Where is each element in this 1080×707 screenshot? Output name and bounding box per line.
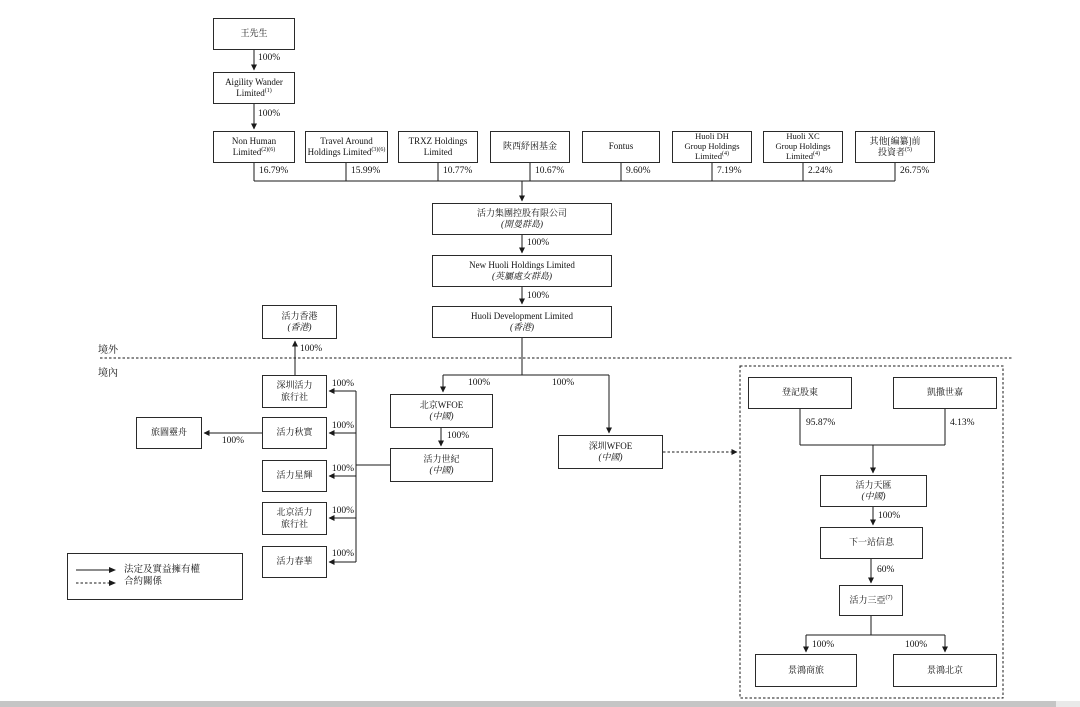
entity-label: Group Holdings — [684, 141, 740, 152]
pct-label: 10.77% — [443, 166, 473, 176]
pct-label: 100% — [258, 53, 281, 63]
footnote-ref: (2)(6) — [261, 147, 276, 153]
pct-label: 100% — [331, 379, 354, 389]
pct-label: 9.60% — [626, 166, 651, 176]
entity-label: Limited — [423, 147, 453, 157]
entity-jurisdiction: (中國) — [429, 411, 454, 421]
footnote-ref: (7) — [885, 594, 893, 601]
entity-label: 活力世紀 — [423, 453, 460, 464]
entity-beijing-wfoe — [390, 394, 493, 428]
entity-huoli-sanya — [839, 585, 903, 616]
entity-jurisdiction: (英屬處女群島) — [492, 271, 552, 281]
pct-label: 100% — [447, 431, 470, 441]
entity-shenzhen-wfoe — [558, 435, 663, 469]
pct-label: 100% — [527, 291, 550, 301]
entity-label: Holdings Limited — [307, 147, 372, 157]
entity-jinghong-beijing — [893, 654, 997, 687]
pct-label: 15.99% — [351, 166, 381, 176]
pct-label: 100% — [905, 640, 928, 650]
pct-label: 100% — [331, 506, 354, 516]
pct-label: 10.67% — [535, 166, 565, 176]
entity-label: 北京WFOE — [419, 399, 464, 410]
footnote-ref: (4) — [721, 151, 729, 158]
footnote-ref: (4) — [812, 151, 820, 158]
entity-label: 活力春華 — [276, 556, 313, 567]
entity-label: 景鴻商旅 — [787, 664, 824, 675]
pct-label: 100% — [331, 549, 354, 559]
entity-trxz — [398, 131, 478, 163]
pct-label: 100% — [331, 464, 354, 474]
entity-jurisdiction: (香港) — [287, 322, 312, 332]
legend-box — [67, 553, 243, 600]
entity-huoli-development — [432, 306, 612, 338]
entity-other-investors — [855, 131, 935, 163]
entity-next-stop-info — [820, 527, 923, 559]
horizontal-scrollbar-thumb[interactable] — [0, 701, 1056, 707]
pct-label: 100% — [552, 378, 575, 388]
footnote-ref: (3)(6) — [371, 147, 386, 153]
legend-label: 法定及實益擁有權 — [124, 564, 201, 575]
entity-label: 活力香港 — [281, 310, 318, 321]
entity-label: Non Human — [231, 135, 277, 146]
entity-label: Limited — [695, 150, 722, 161]
entity-wang — [213, 18, 295, 50]
pct-label: 95.87% — [806, 418, 836, 428]
entity-jinghong-travel — [755, 654, 857, 687]
entity-label: 深圳活力 — [276, 380, 313, 391]
region-label-offshore: 境外 — [98, 345, 118, 356]
legend-label: 合約關係 — [124, 577, 163, 587]
entity-jurisdiction: (開曼群島) — [501, 219, 543, 229]
entity-label: Aigility Wander — [225, 76, 283, 87]
entity-label: 活力三亞 — [849, 594, 886, 605]
entity-label: 旅行社 — [280, 391, 308, 402]
entity-label: New Huoli Holdings Limited — [469, 259, 575, 270]
entity-label: Group Holdings — [775, 141, 831, 152]
entity-registered-shareholders — [748, 377, 852, 409]
entity-label: 王先生 — [240, 28, 268, 39]
legend-row-contractual — [75, 578, 242, 588]
entity-label: 北京活力 — [276, 507, 313, 518]
entity-label: 活力秋實 — [276, 427, 313, 438]
entity-non-human — [213, 131, 295, 163]
entity-label: Fontus — [608, 141, 634, 152]
entity-jurisdiction: (中國) — [861, 491, 886, 501]
entity-fontus — [582, 131, 660, 163]
entity-label: Huoli Development Limited — [471, 310, 573, 321]
entity-new-huoli-holdings — [432, 255, 612, 287]
pct-label: 2.24% — [808, 166, 833, 176]
entity-label: 旅行社 — [280, 518, 308, 529]
entity-label: Limited — [786, 150, 813, 161]
pct-label: 100% — [468, 378, 491, 388]
entity-label: 活力星輝 — [276, 470, 313, 481]
entity-jurisdiction: (中國) — [429, 465, 454, 475]
entity-label: 其他[編纂]前 — [869, 135, 921, 146]
entity-label: 投資者 — [877, 147, 905, 157]
footnote-ref: (5) — [905, 147, 912, 153]
pct-label: 100% — [331, 421, 354, 431]
entity-label: 凱撒世嘉 — [926, 387, 963, 398]
entity-huoli-xc — [763, 131, 843, 163]
pct-label: 100% — [878, 511, 901, 521]
entity-label: Huoli XC — [786, 131, 820, 142]
entity-caissa-shijia — [893, 377, 997, 409]
pct-label: 100% — [527, 238, 550, 248]
pct-label: 100% — [300, 344, 323, 354]
pct-label: 60% — [877, 565, 895, 575]
pct-label: 7.19% — [717, 166, 742, 176]
legend-row-ownership — [75, 566, 242, 576]
entity-huoli-dh — [672, 131, 752, 163]
entity-label: 下一站信息 — [848, 537, 894, 548]
entity-label: 登記股東 — [781, 387, 818, 398]
entity-label: TRXZ Holdings — [408, 135, 468, 146]
entity-travel-around — [305, 131, 388, 163]
entity-label: Huoli DH — [695, 131, 729, 142]
entity-label: 陝西紓困基金 — [502, 141, 557, 152]
region-label-onshore: 境內 — [98, 368, 118, 379]
entity-label: Limited — [232, 147, 262, 157]
entity-aigility-wander — [213, 72, 295, 104]
pct-label: 100% — [258, 109, 281, 119]
entity-label: 活力集團控股有限公司 — [476, 207, 567, 218]
entity-label: Limited — [236, 88, 265, 98]
entity-jurisdiction: (中國) — [598, 452, 623, 462]
entity-label: 活力天匯 — [855, 479, 892, 490]
entity-huoli-hk — [262, 305, 337, 339]
entity-label: Travel Around — [320, 135, 373, 146]
dashed-arrow-icon — [75, 579, 117, 587]
entity-lvtu-lingzhou — [136, 417, 202, 449]
pct-label: 100% — [812, 640, 835, 650]
entity-shaanxi-fund — [490, 131, 570, 163]
pct-label: 100% — [221, 436, 245, 446]
entity-label: 深圳WFOE — [588, 440, 633, 451]
entity-label: 景鴻北京 — [926, 664, 963, 675]
entity-huoli-tianhui — [820, 475, 927, 507]
entity-label: 旅圖靈舟 — [150, 427, 187, 438]
footnote-ref: (1) — [264, 88, 272, 94]
solid-arrow-icon — [75, 566, 117, 574]
pct-label: 4.13% — [950, 418, 975, 428]
entity-huoli-group-cayman — [432, 203, 612, 235]
entity-huoli-shiji — [390, 448, 493, 482]
pct-label: 26.75% — [900, 166, 930, 176]
entity-jurisdiction: (香港) — [510, 322, 534, 332]
pct-label: 16.79% — [259, 166, 289, 176]
